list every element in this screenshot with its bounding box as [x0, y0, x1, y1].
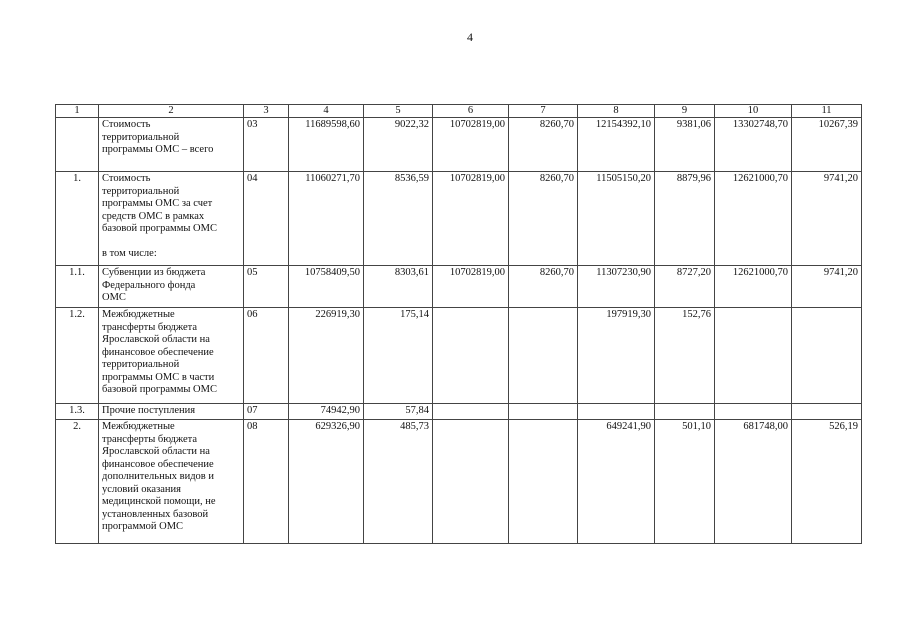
table-cell	[509, 308, 578, 404]
row-name-line: Федерального фонда	[102, 279, 196, 291]
table-cell: 10702819,00	[433, 118, 509, 172]
column-header: 9	[655, 105, 715, 118]
table-cell	[578, 404, 655, 420]
table-cell: 12621000,70	[715, 172, 792, 266]
row-name	[99, 172, 244, 266]
table-cell: 11505150,20	[578, 172, 655, 266]
table-cell	[792, 404, 862, 420]
table-cell	[792, 308, 862, 404]
table-cell: 74942,90	[289, 404, 364, 420]
row-name-line: территориальной	[102, 131, 180, 143]
table-row	[56, 266, 862, 308]
row-index: 1.3.	[56, 404, 99, 420]
table-cell: 8727,20	[655, 266, 715, 308]
row-name	[99, 266, 244, 308]
table-cell: 13302748,70	[715, 118, 792, 172]
row-name-line: программы ОМС в части	[102, 371, 215, 383]
row-index	[56, 118, 99, 172]
row-index: 2.	[56, 420, 99, 544]
row-name-line: ОМС	[102, 292, 126, 303]
row-name-line: программой ОМС	[102, 521, 184, 532]
table-row	[56, 420, 862, 544]
table-cell: 10758409,50	[289, 266, 364, 308]
table-row	[56, 172, 862, 266]
column-header: 8	[578, 105, 655, 118]
row-name-line: трансферты бюджета	[102, 433, 198, 445]
table-cell	[715, 404, 792, 420]
column-header: 11	[792, 105, 862, 118]
row-name-line: Стоимость	[102, 173, 151, 184]
row-name-line: трансферты бюджета	[102, 321, 198, 333]
row-name-line: условий оказания	[102, 483, 181, 495]
table-cell: 8303,61	[364, 266, 433, 308]
table-cell	[433, 308, 509, 404]
row-name-line: базовой программы ОМС	[102, 223, 217, 234]
column-header: 1	[56, 105, 99, 118]
row-name-line: дополнительных видов и	[102, 471, 214, 482]
row-name-line: базовой программы ОМС	[102, 384, 217, 395]
row-name-line: программы ОМС за счет	[102, 198, 213, 209]
row-index: 1.	[56, 172, 99, 266]
row-name	[99, 420, 244, 544]
table-cell: 526,19	[792, 420, 862, 544]
row-name-line: установленных базовой	[102, 508, 209, 520]
table-cell: 8879,96	[655, 172, 715, 266]
table-cell: 9741,20	[792, 266, 862, 308]
row-name-line: Межбюджетные	[102, 421, 175, 432]
row-name-line: финансовое обеспечение	[102, 346, 214, 358]
row-name	[99, 308, 244, 404]
row-code: 08	[244, 420, 289, 544]
table-cell: 8260,70	[509, 172, 578, 266]
table-cell	[509, 404, 578, 420]
column-header: 3	[244, 105, 289, 118]
table-row	[56, 404, 862, 420]
row-name-line: Субвенции из бюджета	[102, 267, 206, 278]
table-cell: 175,14	[364, 308, 433, 404]
row-code: 06	[244, 308, 289, 404]
row-name-line: программы ОМС – всего	[102, 144, 214, 155]
table-cell: 10702819,00	[433, 266, 509, 308]
row-index: 1.2.	[56, 308, 99, 404]
table-cell: 57,84	[364, 404, 433, 420]
table-cell: 226919,30	[289, 308, 364, 404]
table-cell: 11307230,90	[578, 266, 655, 308]
table-cell: 11689598,60	[289, 118, 364, 172]
table-cell	[433, 404, 509, 420]
table-cell: 10267,39	[792, 118, 862, 172]
table-cell: 9741,20	[792, 172, 862, 266]
row-name-line: средств ОМС в рамках	[102, 210, 205, 222]
row-name-line: Прочие поступления	[102, 405, 196, 416]
row-name-line: медицинской помощи, не	[102, 496, 216, 507]
row-name-line: территориальной	[102, 185, 180, 197]
table-row	[56, 308, 862, 404]
budget-table	[55, 104, 862, 544]
table-cell: 649241,90	[578, 420, 655, 544]
table-cell	[715, 308, 792, 404]
table-cell: 197919,30	[578, 308, 655, 404]
table-cell	[509, 420, 578, 544]
table-cell: 485,73	[364, 420, 433, 544]
table-cell: 501,10	[655, 420, 715, 544]
table-cell: 12154392,10	[578, 118, 655, 172]
table-cell: 12621000,70	[715, 266, 792, 308]
table-cell: 152,76	[655, 308, 715, 404]
row-name-line: финансовое обеспечение	[102, 458, 214, 470]
table-cell	[655, 404, 715, 420]
row-name	[99, 118, 244, 172]
table-cell: 10702819,00	[433, 172, 509, 266]
page-number: 4	[467, 30, 473, 44]
column-header: 5	[364, 105, 433, 118]
row-name-line: Ярославской области на	[102, 334, 210, 345]
row-name-line: Стоимость	[102, 119, 151, 130]
row-name-line: территориальной	[102, 359, 180, 370]
row-name-line: Ярославской области на	[102, 446, 210, 457]
column-header: 2	[99, 105, 244, 118]
table-cell: 11060271,70	[289, 172, 364, 266]
row-name-line: Межбюджетные	[102, 309, 175, 320]
table-cell: 8260,70	[509, 118, 578, 172]
table-cell: 8260,70	[509, 266, 578, 308]
table-cell: 9022,32	[364, 118, 433, 172]
row-code: 07	[244, 404, 289, 420]
row-code: 04	[244, 172, 289, 266]
table-cell: 8536,59	[364, 172, 433, 266]
column-header: 6	[433, 105, 509, 118]
table-cell: 9381,06	[655, 118, 715, 172]
table-row	[56, 118, 862, 172]
row-index: 1.1.	[56, 266, 99, 308]
column-header: 4	[289, 105, 364, 118]
row-code: 03	[244, 118, 289, 172]
header-row	[56, 105, 862, 118]
column-header: 7	[509, 105, 578, 118]
column-header: 10	[715, 105, 792, 118]
row-name	[99, 404, 244, 420]
table-cell: 681748,00	[715, 420, 792, 544]
row-note: в том числе:	[102, 247, 157, 259]
row-code: 05	[244, 266, 289, 308]
table-cell: 629326,90	[289, 420, 364, 544]
table-cell	[433, 420, 509, 544]
